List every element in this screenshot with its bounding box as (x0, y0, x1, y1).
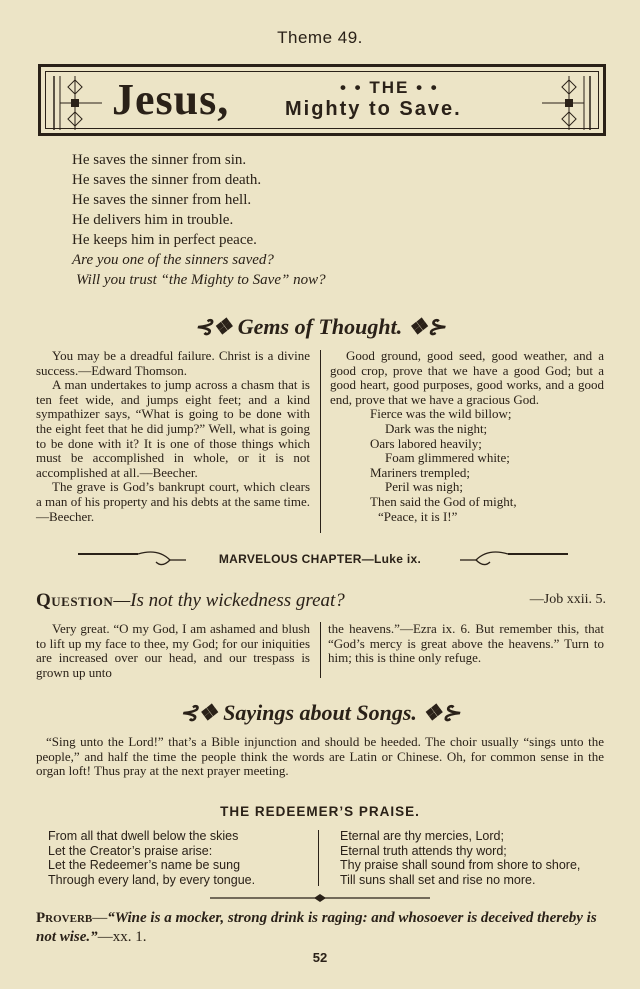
hymn-line: Let the Creator’s praise arise: (48, 843, 213, 858)
poem-line: Then said the God of might, (370, 493, 517, 509)
hymn-line: Till suns shall set and rise no more. (340, 872, 536, 887)
column-divider (320, 622, 321, 678)
gems-heading: ⊰❖ Gems of Thought. ❖⊱ (194, 314, 446, 339)
hymn-line: Eternal are thy mercies, Lord; (340, 829, 504, 843)
hymn-left-stanza (48, 829, 310, 887)
theme-number: Theme 49. (277, 28, 363, 47)
poem-line: Dark was the night; (385, 420, 488, 436)
page-number: 52 (312, 950, 328, 965)
question-reference: —Job xxii. 5. (529, 592, 606, 607)
poem-line: Mariners trempled; (370, 464, 470, 480)
gem-paragraph: A man undertakes to jump across a chasm that is ten feet wide, and jumps eight feet; and a kind sympathizer says, “What is going to be done with the eight feet that he did jump?” Well, what is going to be done with it? It is one of those things which must be accomplished in whole, or it is not accomplished at all.—Beecher. (36, 377, 310, 480)
question-label: Question (36, 590, 114, 611)
question-left-column (36, 622, 310, 680)
proverb: Proverb—“Wine is a mocker, strong drink is raging: and whosoever is deceived thereby is not wise.”—xx. 1. (36, 910, 597, 945)
proverb-quote: “Wine is a mocker, strong drink is raging: and whosoever is deceived thereby is not wise.” (36, 910, 597, 945)
poem-line: Peril was nigh; (385, 479, 463, 495)
flourish-right-icon: ❖⊱ (407, 314, 446, 339)
marvelous-chapter: MARVELOUS CHAPTER—Luke ix. (218, 552, 422, 566)
proverb-label: Proverb (36, 910, 93, 926)
gem-paragraph: Good ground, good seed, good weather, and a good crop, prove that we have a good God; but a good heart, good purposes, good works, and a good end, prove that we have a gracious God. (330, 348, 604, 407)
column-divider (318, 830, 319, 886)
gem-paragraph: You may be a dreadful failure. Christ is a divine success.—Edward Thomson. (36, 348, 310, 378)
intro-line: He saves the sinner from hell. (72, 192, 252, 208)
hymn-line: From all that dwell below the skies (48, 829, 239, 843)
question-right-column (328, 622, 604, 666)
poem-line: “Peace, it is I!” (378, 508, 458, 524)
poem-line: Oars labored heavily; (370, 435, 482, 451)
divider-ornament-icon (210, 893, 430, 903)
question-text: —Is not thy wickedness great? (113, 590, 345, 611)
hymn-line: Through every land, by every tongue. (48, 872, 256, 887)
intro-question: Will you trust “the Mighty to Save” now? (76, 272, 326, 288)
intro-lines (72, 150, 326, 290)
intro-line: He delivers him in trouble. (72, 212, 234, 228)
banner-title: Jesus, (112, 75, 230, 124)
ornament-left-icon (46, 72, 106, 134)
banner-subtitle: Mighty to Save. (285, 98, 462, 120)
gems-right-column (330, 349, 604, 524)
ornament-right-icon (538, 72, 598, 134)
banner-the: • • THE • • (340, 78, 439, 97)
intro-line: He saves the sinner from death. (72, 172, 262, 188)
intro-line: He keeps him in perfect peace. (72, 232, 257, 248)
intro-question: Are you one of the sinners saved? (72, 252, 274, 268)
hymn-line: Thy praise shall sound from shore to shore, (340, 858, 581, 872)
flourish-left-icon: ⊰❖ (179, 700, 218, 725)
question-answer: Very great. “O my God, I am ashamed and blush to lift up my face to thee, my God; for our iniquities are increased over our head, and our trespass is grown up unto (36, 621, 310, 680)
hymn-title: THE REDEEMER’S PRAISE. (220, 804, 420, 819)
sayings-heading: ⊰❖ Sayings about Songs. ❖⊱ (179, 700, 461, 725)
hymn-right-stanza (340, 829, 610, 887)
poem-line: Fierce was the wild billow; (370, 406, 512, 422)
hymn-line: Eternal truth attends thy word; (340, 843, 507, 858)
column-divider (320, 350, 321, 533)
poem (330, 407, 604, 524)
intro-line: He saves the sinner from sin. (72, 152, 247, 168)
flourish-right-icon: ❖⊱ (422, 700, 461, 725)
hymn-line: Let the Redeemer’s name be sung (48, 858, 241, 872)
poem-line: Foam glimmered white; (385, 450, 510, 466)
gems-left-column (36, 349, 310, 524)
question-answer: the heavens.”—Ezra ix. 6. But remember this, that “God’s mercy is great above the heavens.” Turn to him; this is thine only refuge. (328, 621, 604, 666)
proverb-reference: —xx. 1. (97, 929, 147, 945)
flourish-left-icon: ⊰❖ (194, 314, 233, 339)
gem-paragraph: The grave is God’s bankrupt court, which clears a man of his property and his debts at the same time.—Beecher. (36, 479, 310, 524)
question-line (36, 590, 606, 612)
sayings-text: “Sing unto the Lord!” that’s a Bible injunction and should be heeded. The choir usually “sings unto the people,” and half the time the people think the words are Latin or Chinese. Oh, for common sense in the organ loft! Thus pray at the next prayer meeting. (36, 734, 604, 779)
